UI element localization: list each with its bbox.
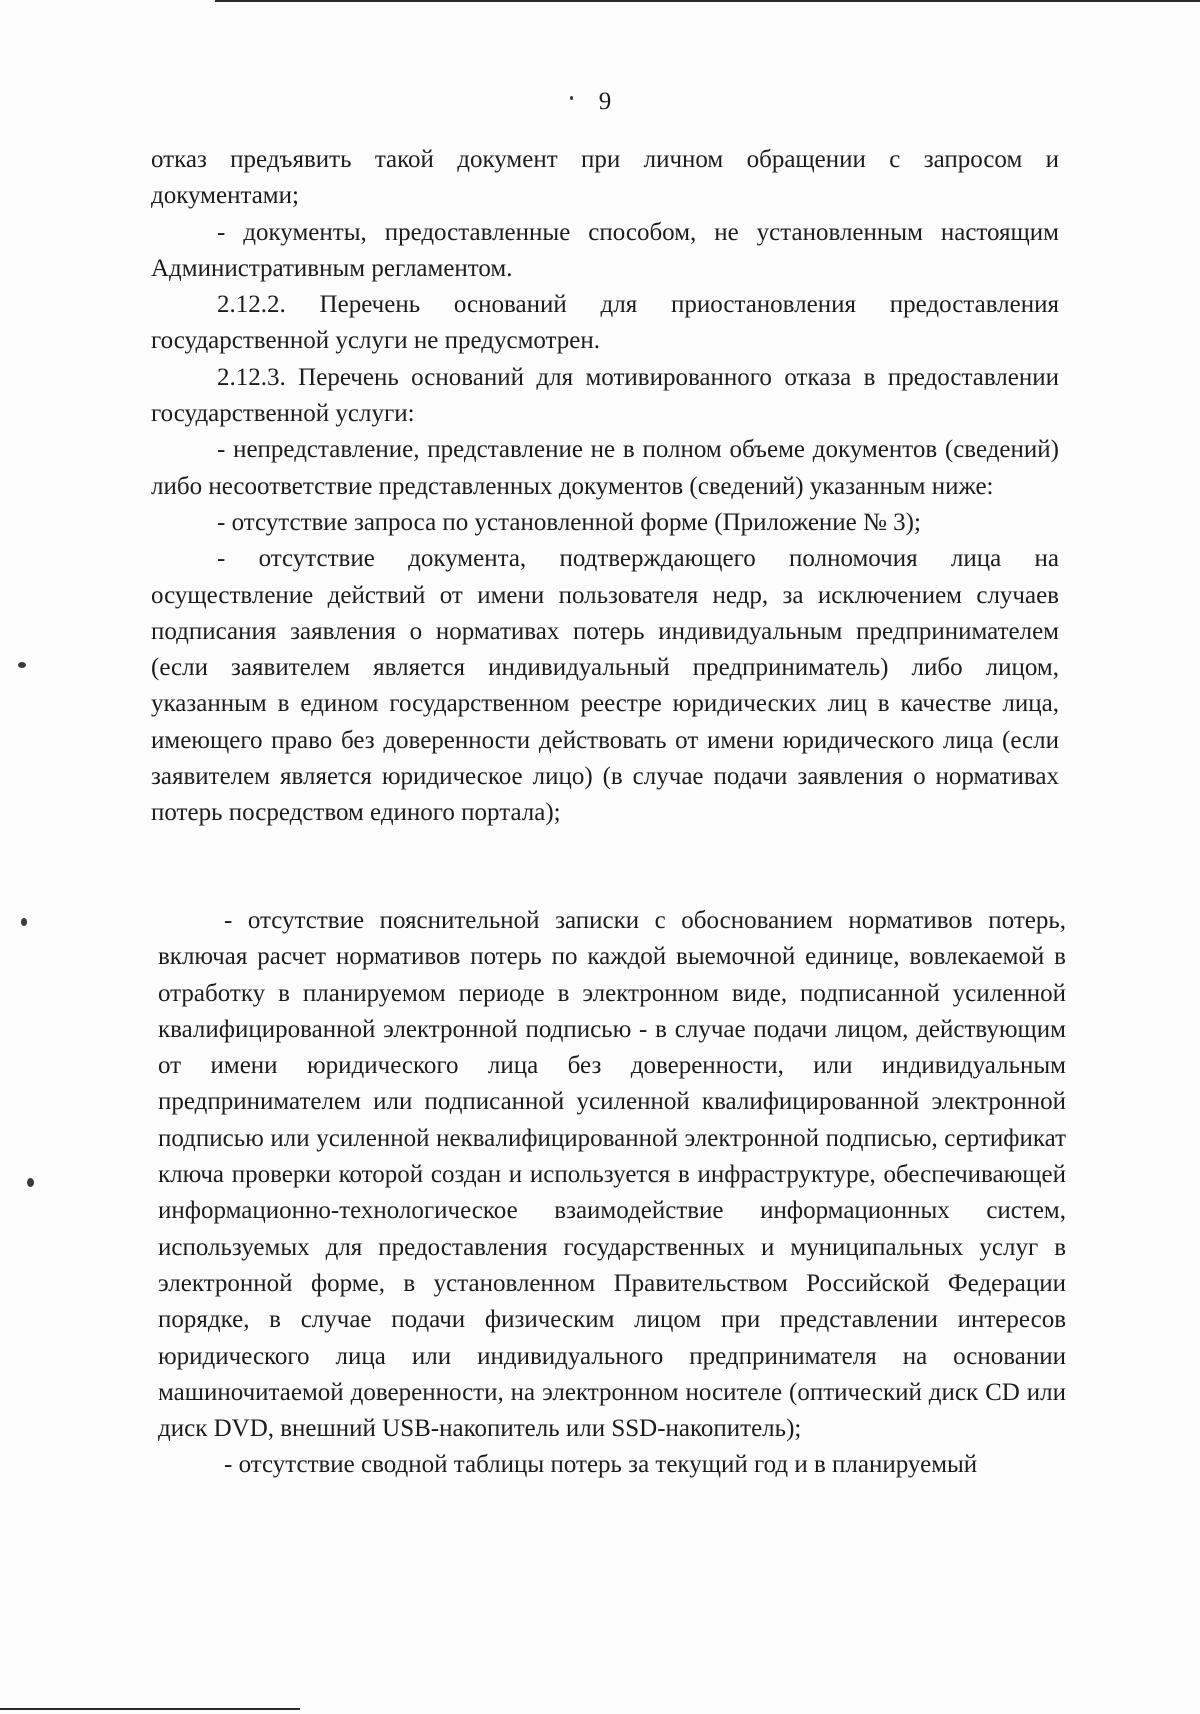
scan-edge-top (215, 0, 1200, 2)
paragraph: отказ предъявить такой документ при личном обращении с запросом и документами; (151, 146, 1059, 210)
paragraph: - отсутствие запроса по установленной форме (Приложение № 3); (217, 508, 921, 536)
paragraph: 2.12.2. Перечень оснований для приостановления предоставления государственной услуги не предусмотрен. (151, 291, 1059, 355)
body-text-upper (151, 142, 1059, 832)
paragraph: - непредставление, представление не в полном объеме документов (сведений) либо несоответствие представленных документов (сведений) указанным ниже: (151, 436, 1059, 500)
paragraph: - отсутствие сводной таблицы потерь за текущий год и в планируемый (224, 1451, 978, 1479)
scan-speck (21, 918, 27, 926)
page-number: 9 (598, 88, 612, 115)
paragraph: 2.12.3. Перечень оснований для мотивированного отказа в предоставлении государственной услуги: (151, 363, 1059, 428)
scan-speck (570, 96, 573, 100)
scan-edge-bottom (0, 1708, 300, 1710)
paragraph: - отсутствие пояснительной записки с обоснованием нормативов потерь, включая расчет нормативов потерь по каждой выемочной единице, вовлекаемой в отработку в планируемом периоде в электронном виде, подписанной усиленной квалифицированной электронной подписью - в случае подачи лицом, действующим от имени юридического лица без доверенности, или индивидуальным предпринимателем или подписанной усиленной квалифицированной электронной подписью или усиленной неквалифицированной электронной подписью, сертификат ключа проверки которой создан и используется в инфраструктуре, обеспечивающей информационно-технологическое взаимодействие информационных систем, используемых для предоставления государственных и муниципальных услуг в электронной форме, в установленном Правительством Российской Федерации порядке, в случае подачи физическим лицом при представлении интересов юридического лица или индивидуального предпринимателя на основании машиночитаемой доверенности, на электронном носителе (оптический диск CD или диск DVD, внешний USB-накопитель или SSD-накопитель); (158, 907, 1066, 1443)
paragraph: - документы, предоставленные способом, не установленным настоящим Административным регламентом. (151, 218, 1059, 282)
body-text-lower (158, 903, 1066, 1484)
scan-speck (18, 662, 26, 668)
paragraph: - отсутствие документа, подтверждающего полномочия лица на осуществление действий от имени пользователя недр, за исключением случаев подписания заявления о нормативах потерь индивидуальным предпринимателем (если заявителем является индивидуальный предприниматель) либо лицом, указанным в едином государственном реестре юридических лиц в качестве лица, имеющего право без доверенности действовать от имени юридического лица (если заявителем является юридическое лицо) (в случае подачи заявления о нормативах потерь посредством единого портала); (151, 545, 1059, 827)
scan-speck (27, 1178, 34, 1187)
